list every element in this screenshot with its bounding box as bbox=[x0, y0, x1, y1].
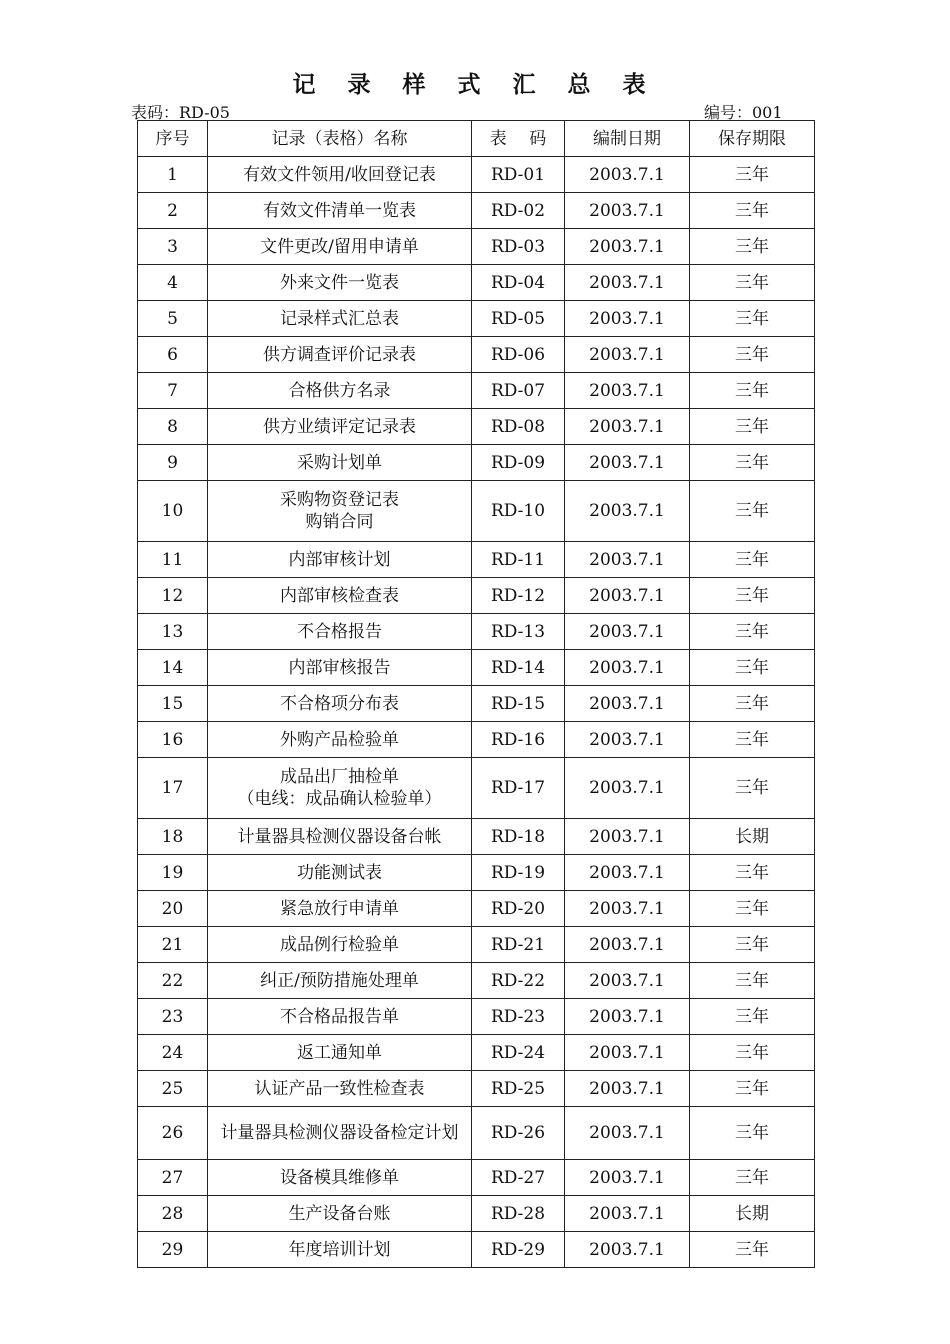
record-name bbox=[208, 373, 472, 409]
record-name bbox=[208, 1035, 472, 1071]
record-retention: 三年 bbox=[690, 614, 815, 650]
table-row bbox=[138, 1035, 815, 1071]
record-name-line: 返工通知单 bbox=[297, 1042, 382, 1063]
row-number: 9 bbox=[138, 445, 208, 481]
table-row bbox=[138, 481, 815, 542]
row-number: 15 bbox=[138, 686, 208, 722]
record-name-line: 功能测试表 bbox=[297, 862, 382, 883]
record-code: RD-12 bbox=[472, 578, 565, 614]
record-name-line: 内部审核检查表 bbox=[280, 585, 399, 606]
row-number: 19 bbox=[138, 855, 208, 891]
record-retention: 三年 bbox=[690, 481, 815, 542]
table-row bbox=[138, 722, 815, 758]
table-row bbox=[138, 1160, 815, 1196]
record-name bbox=[208, 542, 472, 578]
row-number: 3 bbox=[138, 229, 208, 265]
row-number: 24 bbox=[138, 1035, 208, 1071]
record-name-line: 文件更改/留用申请单 bbox=[260, 236, 419, 257]
record-date: 2003.7.1 bbox=[565, 578, 690, 614]
record-name-line: 生产设备台账 bbox=[288, 1203, 391, 1224]
record-name-line: 不合格报告 bbox=[297, 621, 382, 642]
record-name-line: 内部审核计划 bbox=[288, 549, 391, 570]
record-name-line: 不合格品报告单 bbox=[280, 1006, 399, 1027]
record-date: 2003.7.1 bbox=[565, 1196, 690, 1232]
record-name-line: 成品出厂抽检单 bbox=[280, 767, 399, 787]
record-retention: 三年 bbox=[690, 193, 815, 229]
record-name-line: 采购物资登记表 bbox=[280, 490, 399, 510]
record-name-line: 采购计划单 bbox=[297, 452, 382, 473]
record-retention: 三年 bbox=[690, 1107, 815, 1160]
row-number: 23 bbox=[138, 999, 208, 1035]
row-number: 25 bbox=[138, 1071, 208, 1107]
header-no: 序号 bbox=[138, 121, 208, 157]
record-code: RD-14 bbox=[472, 650, 565, 686]
record-date: 2003.7.1 bbox=[565, 722, 690, 758]
row-number: 29 bbox=[138, 1232, 208, 1268]
record-name-line: 设备模具维修单 bbox=[280, 1167, 399, 1188]
record-code: RD-21 bbox=[472, 927, 565, 963]
record-date: 2003.7.1 bbox=[565, 1107, 690, 1160]
table-row bbox=[138, 578, 815, 614]
row-number: 1 bbox=[138, 157, 208, 193]
table-row bbox=[138, 963, 815, 999]
row-number: 20 bbox=[138, 891, 208, 927]
form-code: 表码：RD-05 bbox=[131, 103, 230, 122]
table-row bbox=[138, 229, 815, 265]
record-name bbox=[208, 927, 472, 963]
record-code: RD-15 bbox=[472, 686, 565, 722]
row-number: 27 bbox=[138, 1160, 208, 1196]
record-name bbox=[208, 445, 472, 481]
record-code: RD-01 bbox=[472, 157, 565, 193]
record-date: 2003.7.1 bbox=[565, 927, 690, 963]
record-name-line: 年度培训计划 bbox=[288, 1239, 391, 1260]
record-name-line: 合格供方名录 bbox=[288, 380, 391, 401]
record-name bbox=[208, 157, 472, 193]
record-name bbox=[208, 1196, 472, 1232]
record-retention: 三年 bbox=[690, 963, 815, 999]
table-row bbox=[138, 542, 815, 578]
record-code: RD-06 bbox=[472, 337, 565, 373]
row-number: 12 bbox=[138, 578, 208, 614]
table-row bbox=[138, 445, 815, 481]
record-name-line: 购销合同 bbox=[305, 512, 374, 532]
header-keep: 保存期限 bbox=[690, 121, 815, 157]
record-retention: 长期 bbox=[690, 1196, 815, 1232]
record-code: RD-24 bbox=[472, 1035, 565, 1071]
table-row bbox=[138, 819, 815, 855]
record-name bbox=[208, 963, 472, 999]
record-code: RD-09 bbox=[472, 445, 565, 481]
record-date: 2003.7.1 bbox=[565, 1035, 690, 1071]
record-retention: 三年 bbox=[690, 1035, 815, 1071]
record-code: RD-11 bbox=[472, 542, 565, 578]
table-row bbox=[138, 891, 815, 927]
record-name bbox=[208, 409, 472, 445]
record-date: 2003.7.1 bbox=[565, 819, 690, 855]
doc-number: 编号：001 bbox=[704, 103, 783, 122]
record-date: 2003.7.1 bbox=[565, 758, 690, 819]
record-code: RD-03 bbox=[472, 229, 565, 265]
record-name bbox=[208, 301, 472, 337]
record-name-line: 供方业绩评定记录表 bbox=[263, 416, 416, 437]
table-row bbox=[138, 650, 815, 686]
record-name bbox=[208, 1107, 472, 1160]
record-retention: 三年 bbox=[690, 445, 815, 481]
record-code: RD-26 bbox=[472, 1107, 565, 1160]
row-number: 14 bbox=[138, 650, 208, 686]
record-code: RD-04 bbox=[472, 265, 565, 301]
record-code: RD-22 bbox=[472, 963, 565, 999]
row-number: 11 bbox=[138, 542, 208, 578]
record-name-line: 外购产品检验单 bbox=[280, 729, 399, 750]
record-date: 2003.7.1 bbox=[565, 409, 690, 445]
row-number: 8 bbox=[138, 409, 208, 445]
record-code: RD-29 bbox=[472, 1232, 565, 1268]
table-row bbox=[138, 999, 815, 1035]
record-code: RD-23 bbox=[472, 999, 565, 1035]
row-number: 28 bbox=[138, 1196, 208, 1232]
record-retention: 三年 bbox=[690, 337, 815, 373]
record-date: 2003.7.1 bbox=[565, 963, 690, 999]
record-retention: 三年 bbox=[690, 409, 815, 445]
record-date: 2003.7.1 bbox=[565, 542, 690, 578]
record-name bbox=[208, 999, 472, 1035]
table-row bbox=[138, 686, 815, 722]
record-retention: 三年 bbox=[690, 650, 815, 686]
page-title: 记 录 样 式 汇 总 表 bbox=[292, 72, 658, 98]
row-number: 5 bbox=[138, 301, 208, 337]
record-retention: 三年 bbox=[690, 157, 815, 193]
row-number: 17 bbox=[138, 758, 208, 819]
record-retention: 三年 bbox=[690, 758, 815, 819]
record-retention: 三年 bbox=[690, 265, 815, 301]
record-name bbox=[208, 855, 472, 891]
record-name-line: 认证产品一致性检查表 bbox=[254, 1078, 425, 1099]
header-code: 表 码 bbox=[472, 121, 565, 157]
table-row bbox=[138, 337, 815, 373]
record-name bbox=[208, 891, 472, 927]
row-number: 21 bbox=[138, 927, 208, 963]
record-code: RD-25 bbox=[472, 1071, 565, 1107]
record-name-line: 记录样式汇总表 bbox=[280, 308, 399, 329]
record-date: 2003.7.1 bbox=[565, 265, 690, 301]
table-row bbox=[138, 1107, 815, 1160]
table-row bbox=[138, 927, 815, 963]
record-retention: 三年 bbox=[690, 999, 815, 1035]
record-name bbox=[208, 481, 472, 542]
record-retention: 三年 bbox=[690, 1232, 815, 1268]
record-code: RD-17 bbox=[472, 758, 565, 819]
record-date: 2003.7.1 bbox=[565, 891, 690, 927]
record-name-line: 紧急放行申请单 bbox=[280, 898, 399, 919]
record-name-line: （电线：成品确认检验单） bbox=[237, 789, 442, 809]
record-name bbox=[208, 193, 472, 229]
record-date: 2003.7.1 bbox=[565, 686, 690, 722]
record-name-line: 成品例行检验单 bbox=[280, 934, 399, 955]
record-code: RD-13 bbox=[472, 614, 565, 650]
header-name: 记录（表格）名称 bbox=[208, 121, 472, 157]
header-row bbox=[138, 121, 815, 157]
record-retention: 三年 bbox=[690, 1160, 815, 1196]
record-retention: 三年 bbox=[690, 578, 815, 614]
row-number: 16 bbox=[138, 722, 208, 758]
row-number: 7 bbox=[138, 373, 208, 409]
record-code: RD-27 bbox=[472, 1160, 565, 1196]
header-date: 编制日期 bbox=[565, 121, 690, 157]
record-name bbox=[208, 1071, 472, 1107]
row-number: 2 bbox=[138, 193, 208, 229]
record-date: 2003.7.1 bbox=[565, 1160, 690, 1196]
record-retention: 三年 bbox=[690, 1071, 815, 1107]
record-retention: 三年 bbox=[690, 301, 815, 337]
record-name-line: 供方调查评价记录表 bbox=[263, 344, 416, 365]
row-number: 22 bbox=[138, 963, 208, 999]
record-name-line: 计量器具检测仪器设备检定计划 bbox=[220, 1123, 459, 1143]
record-code: RD-19 bbox=[472, 855, 565, 891]
record-code: RD-18 bbox=[472, 819, 565, 855]
record-name bbox=[208, 819, 472, 855]
record-name bbox=[208, 686, 472, 722]
record-code: RD-08 bbox=[472, 409, 565, 445]
record-name-line: 内部审核报告 bbox=[288, 657, 391, 678]
record-name bbox=[208, 578, 472, 614]
record-date: 2003.7.1 bbox=[565, 999, 690, 1035]
record-date: 2003.7.1 bbox=[565, 855, 690, 891]
record-name bbox=[208, 614, 472, 650]
record-code: RD-02 bbox=[472, 193, 565, 229]
record-retention: 三年 bbox=[690, 927, 815, 963]
table-row bbox=[138, 855, 815, 891]
record-name-line: 纠正/预防措施处理单 bbox=[260, 970, 419, 991]
record-date: 2003.7.1 bbox=[565, 650, 690, 686]
record-code: RD-10 bbox=[472, 481, 565, 542]
record-code: RD-16 bbox=[472, 722, 565, 758]
table-row bbox=[138, 1232, 815, 1268]
record-date: 2003.7.1 bbox=[565, 301, 690, 337]
record-code: RD-28 bbox=[472, 1196, 565, 1232]
record-retention: 三年 bbox=[690, 686, 815, 722]
table-row bbox=[138, 1196, 815, 1232]
record-date: 2003.7.1 bbox=[565, 229, 690, 265]
table-row bbox=[138, 157, 815, 193]
records-table bbox=[137, 120, 815, 1268]
record-name bbox=[208, 229, 472, 265]
record-retention: 三年 bbox=[690, 373, 815, 409]
table-row bbox=[138, 409, 815, 445]
record-code: RD-07 bbox=[472, 373, 565, 409]
record-date: 2003.7.1 bbox=[565, 1071, 690, 1107]
record-date: 2003.7.1 bbox=[565, 157, 690, 193]
record-date: 2003.7.1 bbox=[565, 614, 690, 650]
table-row bbox=[138, 193, 815, 229]
record-retention: 三年 bbox=[690, 722, 815, 758]
row-number: 10 bbox=[138, 481, 208, 542]
record-name-line: 有效文件清单一览表 bbox=[263, 200, 416, 221]
row-number: 4 bbox=[138, 265, 208, 301]
row-number: 6 bbox=[138, 337, 208, 373]
record-name-line: 计量器具检测仪器设备台帐 bbox=[237, 826, 442, 847]
record-date: 2003.7.1 bbox=[565, 373, 690, 409]
table-row bbox=[138, 1071, 815, 1107]
table-row bbox=[138, 373, 815, 409]
record-code: RD-20 bbox=[472, 891, 565, 927]
record-retention: 三年 bbox=[690, 542, 815, 578]
record-date: 2003.7.1 bbox=[565, 445, 690, 481]
record-name bbox=[208, 1232, 472, 1268]
record-date: 2003.7.1 bbox=[565, 193, 690, 229]
records-body bbox=[138, 157, 815, 1268]
record-name bbox=[208, 1160, 472, 1196]
row-number: 26 bbox=[138, 1107, 208, 1160]
record-code: RD-05 bbox=[472, 301, 565, 337]
record-date: 2003.7.1 bbox=[565, 1232, 690, 1268]
row-number: 13 bbox=[138, 614, 208, 650]
record-retention: 长期 bbox=[690, 819, 815, 855]
row-number: 18 bbox=[138, 819, 208, 855]
record-name bbox=[208, 758, 472, 819]
table-row bbox=[138, 265, 815, 301]
record-retention: 三年 bbox=[690, 891, 815, 927]
record-retention: 三年 bbox=[690, 229, 815, 265]
record-name bbox=[208, 722, 472, 758]
record-name bbox=[208, 337, 472, 373]
table-row bbox=[138, 614, 815, 650]
table-row bbox=[138, 758, 815, 819]
record-name-line: 不合格项分布表 bbox=[280, 693, 399, 714]
record-retention: 三年 bbox=[690, 855, 815, 891]
record-name-line: 外来文件一览表 bbox=[280, 272, 399, 293]
record-date: 2003.7.1 bbox=[565, 481, 690, 542]
record-name-line: 有效文件领用/收回登记表 bbox=[243, 164, 436, 185]
record-name bbox=[208, 650, 472, 686]
record-name bbox=[208, 265, 472, 301]
table-row bbox=[138, 301, 815, 337]
record-date: 2003.7.1 bbox=[565, 337, 690, 373]
